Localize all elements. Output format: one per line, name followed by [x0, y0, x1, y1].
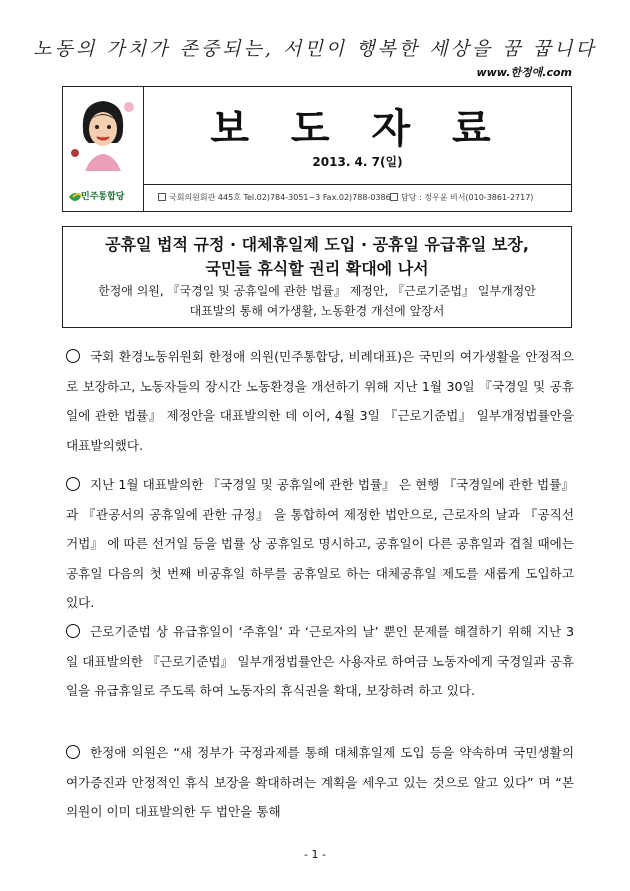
paragraph-1-text: 국회 환경노동위원회 한정애 의원(민주통합당, 비례대표)은 국민의 여가생활을 안정적으로 보장하고, 노동자들의 장시간 노동환경을 개선하기 위해 지난 1월 30일 『국경일 및 공휴일에 관한 법률』 제정안을 대표발의한 데 이어, 4월 3일 『근로기준법』 일부개정법률안을 대표발의했다. [66, 349, 574, 453]
subheadline-line-1: 한정애 의원, 『국경일 및 공휴일에 관한 법률』 제정안, 『근로기준법』 일부개정안 [98, 284, 536, 298]
paragraph-3-text: 근로기준법 상 유급휴일이 ‘주휴일’ 과 ‘근로자의 날’ 뿐인 문제를 해결하기 위해 지난 3일 대표발의한 『근로기준법』 일부개정법률안은 사용자로 하여금 노동자에게 국경일과 공휴일을 유급휴일로 주도록 하여 노동자의 휴식권을 확대, 보장하려 하고 있다. [66, 624, 574, 698]
subheadline-line-2: 대표발의 통해 여가생활, 노동환경 개선에 앞장서 [189, 304, 445, 318]
paragraph-2-text: 지난 1월 대표발의한 『국경일 및 공휴일에 관한 법률』 은 현행 『국경일에 관한 법률』 과 『관공서의 공휴일에 관한 규정』 을 통합하여 제정한 법안으로, 근로자의 날과 『공직선거법』 에 따른 선거일 등을 법률 상 공휴일로 명시하고, 공휴일이 다른 공휴일과 겹칠 때에는 공휴일 다음의 첫 번째 비공휴일 하루를 공휴일로 하는 대체공휴일 제도를 새롭게 도입하고 있다. [66, 477, 574, 610]
headline-line-2: 국민들 휴식할 권리 확대에 나서 [205, 259, 429, 278]
contact-row [144, 185, 571, 211]
website-link[interactable]: www.한정애.com [476, 66, 572, 79]
office-contact-text: 국회의원회관 445호 Tel.02)784-3051~3 Fax.02)788-0386 [169, 193, 391, 202]
circle-bullet-icon [66, 745, 80, 759]
circle-bullet-icon [66, 349, 80, 363]
title-cell [144, 87, 571, 185]
office-contact [158, 185, 391, 211]
headline-line-1: 공휴일 법적 규정 · 대체휴일제 도입 · 공휴일 유급휴일 보장, [105, 235, 529, 254]
slogan: 노동의 가치가 존중되는, 서민이 행복한 세상을 꿈 꿉니다 [33, 38, 597, 60]
paragraph-3 [66, 617, 574, 706]
press-release-header [62, 86, 572, 212]
paragraph-4-text: 한정애 의원은 “새 정부가 국정과제를 통해 대체휴일제 도입 등을 약속하며 국민생활의 여가증진과 안정적인 휴식 보장을 확대하려는 계획을 세우고 있는 것으로 알고 있다” 며 “본 의원이 이미 대표발의한 두 법안을 통해 [66, 745, 574, 819]
press-release-title: 보 도 자 료 [210, 106, 505, 152]
page-number: - 1 - [304, 848, 326, 861]
paragraph-4 [66, 738, 574, 827]
paragraph-1 [66, 342, 574, 460]
checkbox-square-icon [158, 193, 166, 201]
portrait-caricature-icon [69, 93, 137, 171]
circle-bullet-icon [66, 624, 80, 638]
logo-cell [63, 87, 144, 211]
staff-contact-text: 담당 : 정우윤 비서(010-3861-2717) [401, 193, 534, 202]
press-release-date: 2013. 4. 7(일) [312, 155, 403, 169]
paragraph-2 [66, 470, 574, 618]
summary-box [62, 226, 572, 328]
checkbox-square-icon [390, 193, 398, 201]
circle-bullet-icon [66, 477, 80, 491]
party-name: 민주통합당 [81, 192, 125, 202]
staff-contact [390, 185, 533, 211]
